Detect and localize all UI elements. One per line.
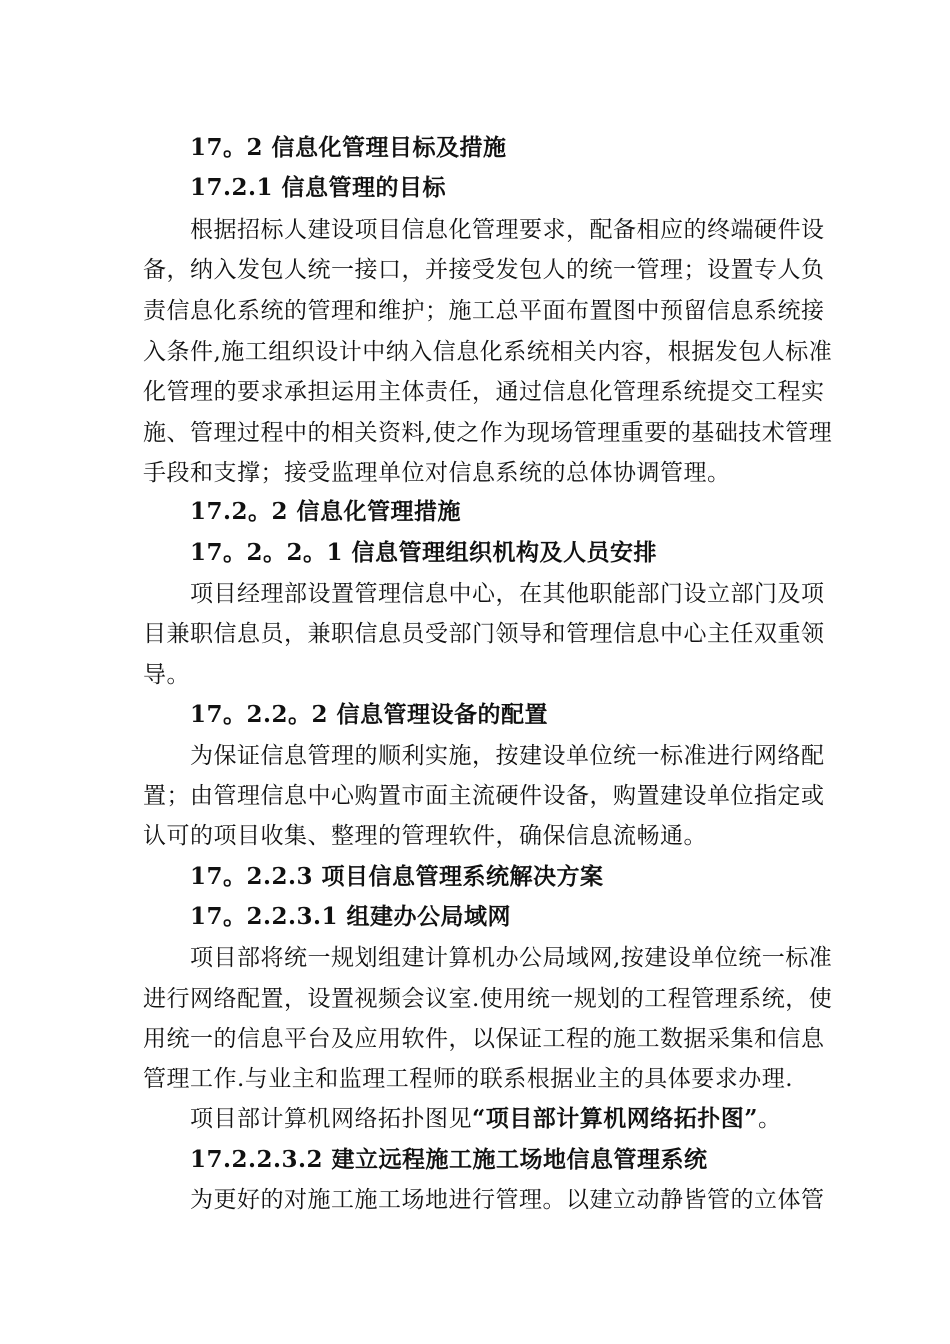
topology-reference-line <box>190 1099 781 1139</box>
paragraph-line: 认可的项目收集、整理的管理软件，确保信息流畅通。 <box>143 823 707 849</box>
paragraph-line: 为更好的对施工施工场地进行管理。以建立动静皆管的立体管 <box>190 1187 825 1213</box>
paragraph-line: 为保证信息管理的顺利实施，按建设单位统一标准进行网络配 <box>190 743 825 769</box>
paragraph-line: 进行网络配置，设置视频会议室.使用统一规划的工程管理系统，使 <box>143 986 833 1012</box>
topology-suffix: 。 <box>757 1106 782 1132</box>
heading-17-2-1: 17.2.1 信息管理的目标 <box>190 174 447 201</box>
heading-17-2-2-3-1: 17。2.2.3.1 组建办公局域网 <box>190 903 512 930</box>
topology-figure-reference: “项目部计算机网络拓扑图” <box>472 1105 758 1132</box>
paragraph-line: 导。 <box>143 662 190 688</box>
paragraph-line: 用统一的信息平台及应用软件，以保证工程的施工数据采集和信息 <box>143 1026 825 1052</box>
paragraph-line: 置；由管理信息中心购置市面主流硬件设备，购置建设单位指定或 <box>143 783 825 809</box>
paragraph-line: 入条件,施工组织设计中纳入信息化系统相关内容，根据发包人标准 <box>143 339 833 365</box>
heading-17-2-2-3: 17。2.2.3 项目信息管理系统解决方案 <box>190 863 604 890</box>
heading-17-2-2-3-2: 17.2.2.3.2 建立远程施工施工场地信息管理系统 <box>190 1146 708 1173</box>
paragraph-line: 责信息化系统的管理和维护；施工总平面布置图中预留信息系统接 <box>143 298 825 324</box>
paragraph-line: 目兼职信息员，兼职信息员受部门领导和管理信息中心主任双重领 <box>143 621 825 647</box>
paragraph-line: 备，纳入发包人统一接口，并接受发包人的统一管理；设置专人负 <box>143 257 825 283</box>
paragraph-line: 化管理的要求承担运用主体责任，通过信息化管理系统提交工程实 <box>143 379 825 405</box>
paragraph-line: 根据招标人建设项目信息化管理要求，配备相应的终端硬件设 <box>190 217 825 243</box>
paragraph-line: 施、管理过程中的相关资料,使之作为现场管理重要的基础技术管理 <box>143 420 833 446</box>
paragraph-line: 项目经理部设置管理信息中心，在其他职能部门设立部门及项 <box>190 581 825 607</box>
heading-17-2: 17。2 信息化管理目标及措施 <box>190 134 507 161</box>
heading-17-2-2-2: 17。2.2。2 信息管理设备的配置 <box>190 701 549 728</box>
heading-17-2-2: 17.2。2 信息化管理措施 <box>190 498 462 525</box>
heading-17-2-2-1: 17。2。2。1 信息管理组织机构及人员安排 <box>190 539 658 566</box>
topology-prefix: 项目部计算机网络拓扑图见 <box>190 1106 472 1132</box>
paragraph-line: 项目部将统一规划组建计算机办公局域网,按建设单位统一标准 <box>190 945 833 971</box>
paragraph-line: 管理工作.与业主和监理工程师的联系根据业主的具体要求办理. <box>143 1066 794 1092</box>
paragraph-line: 手段和支撑；接受监理单位对信息系统的总体协调管理。 <box>143 460 731 486</box>
